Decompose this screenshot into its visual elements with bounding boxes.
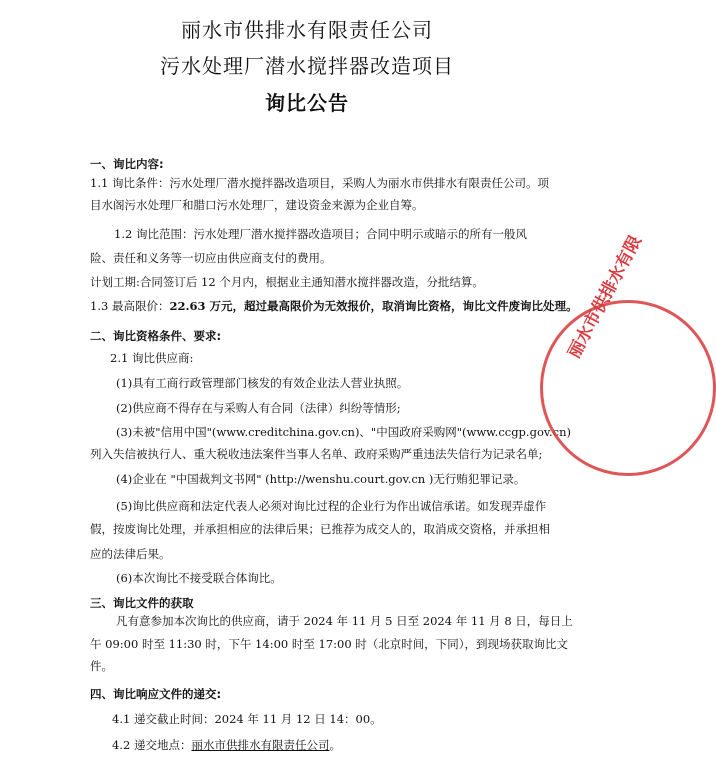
submission-location bbox=[112, 738, 341, 753]
max-price-value: 22.63 万元，超过最高限价为无效报价，取消询比资格，询比文件废询比处理。 bbox=[169, 299, 578, 313]
qualification-3-line1: (3)未被"信用中国"(www.creditchina.gov.cn)、"中国政府采购网"(www.ccgp.gov.cn) bbox=[116, 425, 571, 439]
submission-location-label: 4.2 递交地点： bbox=[112, 738, 192, 752]
section4-heading: 四、询比响应文件的递交: bbox=[90, 687, 222, 701]
section2-heading: 二、询比资格条件、要求: bbox=[90, 329, 222, 343]
section1-max-price bbox=[90, 299, 577, 314]
section1-schedule: 计划工期:合同签订后 12 个月内，根据业主通知潜水搅拌器改造，分批结算。 bbox=[90, 275, 484, 289]
section3-line2: 午 09:00 时至 11:30 时，下午 14:00 时至 17:00 时（北京时间，下同），到现场获取询比文 bbox=[90, 637, 569, 651]
document-type-title: 询比公告 bbox=[265, 91, 349, 115]
submission-location-place: 丽水市供排水有限责任公司 bbox=[191, 738, 330, 752]
qualification-5-line1: (5)询比供应商和法定代表人必须对询比过程的企业行为作出诚信承诺。如发现弄虚作 bbox=[116, 499, 547, 513]
section3-heading: 三、询比文件的获取 bbox=[90, 596, 194, 610]
section1-para2-line2: 险、责任和义务等一切应由供应商支付的费用。 bbox=[90, 251, 332, 265]
section1-para1-line1: 1.1 询比条件：污水处理厂潜水搅拌器改造项目，采购人为丽水市供排水有限责任公司。项 bbox=[90, 176, 549, 190]
submission-deadline: 4.1 递交截止时间：2024 年 11 月 12 日 14：00。 bbox=[112, 712, 382, 726]
qualification-5-line3: 应的法律后果。 bbox=[90, 547, 171, 561]
project-title: 污水处理厂潜水搅拌器改造项目 bbox=[160, 54, 454, 78]
qualification-6: (6)本次询比不接受联合体询比。 bbox=[116, 571, 282, 585]
qualification-2: (2)供应商不得存在与采购人有合同（法律）纠纷等情形; bbox=[116, 401, 401, 415]
section1-heading: 一、询比内容: bbox=[90, 157, 164, 171]
section3-line3: 件。 bbox=[90, 659, 113, 673]
submission-location-suffix: 。 bbox=[329, 738, 341, 752]
qualification-4: (4)企业在 "中国裁判文书网" (http://wenshu.court.gov.cn )无行贿犯罪记录。 bbox=[116, 472, 526, 486]
section1-para1-line2: 目水阁污水处理厂和腊口污水处理厂，建设资金来源为企业自筹。 bbox=[90, 198, 424, 212]
section1-para2-line1: 1.2 询比范围：污水处理厂潜水搅拌器改造项目；合同中明示或暗示的所有一般风 bbox=[114, 227, 527, 241]
section3-line1: 凡有意参加本次询比的供应商，请于 2024 年 11 月 5 日至 2024 年 11 月 8 日，每日上 bbox=[116, 614, 573, 628]
qualification-3-line2: 列入失信被执行人、重大税收违法案件当事人名单、政府采购严重违法失信行为记录名单; bbox=[90, 447, 543, 461]
max-price-label: 1.3 最高限价： bbox=[90, 299, 170, 313]
qualification-5-line2: 假，按废询比处理，并承担相应的法律后果；已推荐为成交人的，取消成交资格，并承担相 bbox=[90, 522, 550, 536]
company-title: 丽水市供排水有限责任公司 bbox=[181, 18, 433, 42]
qualification-1: (1)具有工商行政管理部门核发的有效企业法人营业执照。 bbox=[116, 376, 409, 390]
section2-subheading: 2.1 询比供应商: bbox=[110, 351, 194, 365]
seal-text: 丽水市供排水有限 bbox=[564, 232, 646, 362]
